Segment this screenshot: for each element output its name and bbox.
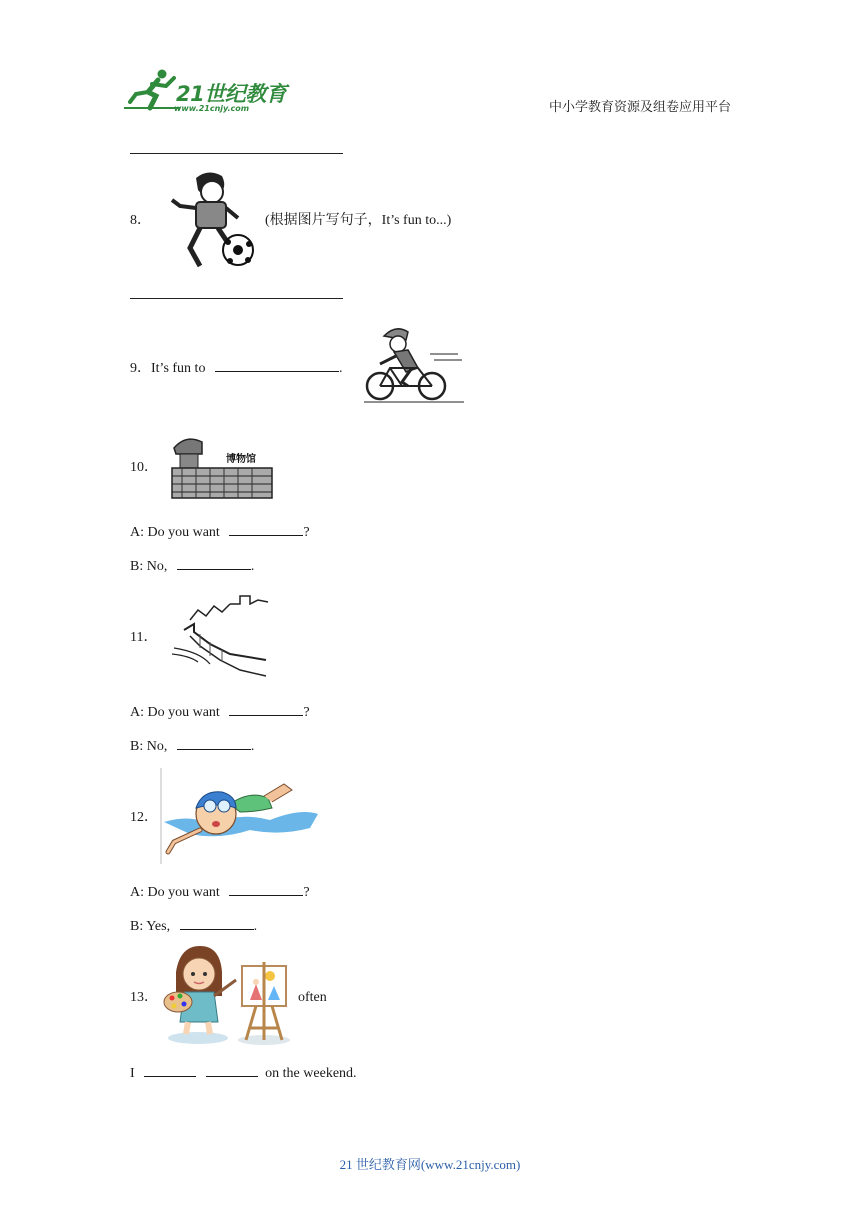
dialogue-a xyxy=(130,882,310,902)
question-number: 11． xyxy=(130,630,158,645)
answer-blank[interactable] xyxy=(177,556,251,570)
answer-blank[interactable] xyxy=(229,702,303,716)
question-hint: (根据图片写句子，It’s fun to...) xyxy=(265,213,452,228)
answer-blank[interactable] xyxy=(144,1063,196,1077)
answer-blank[interactable] xyxy=(177,736,251,750)
runner-logo-icon xyxy=(122,68,182,114)
sentence-end: . xyxy=(338,361,343,376)
answer-blank[interactable] xyxy=(229,882,303,896)
dialogue-a-text: A: Do you want xyxy=(130,705,220,720)
logo-url: www.21cnjy.com xyxy=(174,104,250,113)
girl-painting-icon xyxy=(160,944,292,1048)
logo-title: 21世纪教育 xyxy=(176,82,287,106)
sentence-end: on the weekend. xyxy=(265,1066,357,1081)
girl-swimming-icon xyxy=(160,768,320,864)
boy-bicycle-icon xyxy=(362,324,466,406)
question-number: 9． xyxy=(130,361,151,376)
dialogue-b xyxy=(130,736,254,756)
dialogue-b-text: B: No, xyxy=(130,559,168,574)
answer-line[interactable] xyxy=(130,298,343,299)
answer-line[interactable] xyxy=(130,153,343,154)
question-number: 10． xyxy=(130,460,158,475)
question-number: 13． xyxy=(130,990,158,1005)
museum-icon xyxy=(166,432,274,502)
dialogue-b-end: . xyxy=(250,739,255,754)
header-logo xyxy=(122,68,292,116)
answer-blank[interactable] xyxy=(229,522,303,536)
question-number: 12． xyxy=(130,810,158,825)
dialogue-b-end: . xyxy=(250,559,255,574)
dialogue-b-end: . xyxy=(253,919,258,934)
platform-title: 中小学教育资源及组卷应用平台 xyxy=(549,100,732,115)
question-number: 8． xyxy=(130,213,151,228)
question-word: often xyxy=(298,990,327,1005)
dialogue-b xyxy=(130,916,257,936)
dialogue-a-text: A: Do you want xyxy=(130,885,220,900)
boy-football-icon xyxy=(160,166,260,270)
dialogue-a-end: ? xyxy=(303,705,310,720)
sentence-start: It’s fun to xyxy=(151,361,206,376)
question-9 xyxy=(130,358,342,378)
answer-blank[interactable] xyxy=(206,1063,258,1077)
museum-sign: 博物馆 xyxy=(226,454,256,465)
dialogue-a-end: ? xyxy=(303,885,310,900)
sentence-13 xyxy=(130,1063,357,1083)
sentence-start: I xyxy=(130,1066,135,1081)
dialogue-a xyxy=(130,522,310,542)
footer-text: 21 世纪教育网(www.21cnjy.com) xyxy=(339,1157,521,1172)
dialogue-a-text: A: Do you want xyxy=(130,525,220,540)
answer-blank[interactable] xyxy=(215,358,339,372)
dialogue-b-text: B: Yes, xyxy=(130,919,171,934)
dialogue-b xyxy=(130,556,254,576)
great-wall-icon xyxy=(170,590,270,678)
dialogue-b-text: B: No, xyxy=(130,739,168,754)
dialogue-a xyxy=(130,702,310,722)
dialogue-a-end: ? xyxy=(303,525,310,540)
answer-blank[interactable] xyxy=(180,916,254,930)
